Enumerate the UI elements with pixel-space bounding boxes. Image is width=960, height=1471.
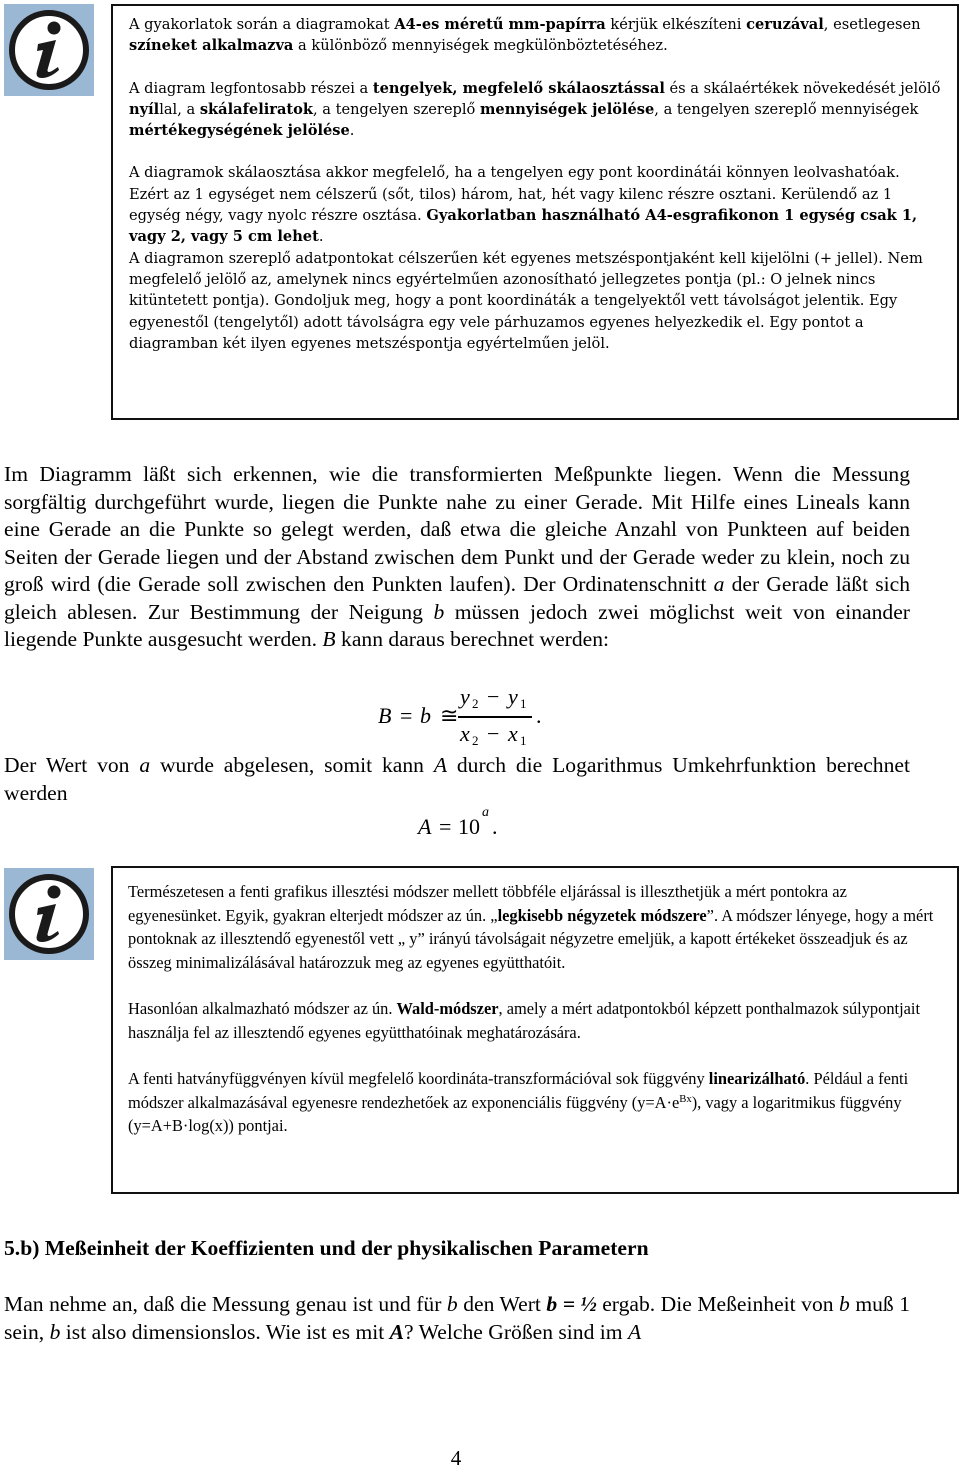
page-number: 4 [450, 1446, 462, 1470]
eq1-minus-bottom: − [487, 721, 500, 746]
second-paragraph: Der Wert von a wurde abgelesen, somit kann A durch die Logarithmus Umkehrfunktion berechnet werden [4, 753, 910, 805]
box2-paragraph-1: Természetesen a fenti grafikus illesztési módszer mellett többféle eljárással is illeszthetjük a mért pontokra az egyenesünket. Egyik, gyakran elterjedt módszer az ún. „legkisebb négyzetek módszere”. A módszer lényege, hogy a mért pontoknak az illesztendő egyenestől vett „ y” irányú távolságait négyzetre emeljük, a kapott értékeket összeadjuk és az összeg minimalizálásával határozzuk meg az egyenes együtthatóit. [128, 882, 934, 972]
box2-paragraph-2: Hasonlóan alkalmazható módszer az ún. Wald-módszer, amely a mért adatpontokból képzett ponthalmazok súlypontjait használja fel az illesztendő egyenes együtthatóinak meghatározására. [128, 999, 921, 1042]
eq1-y2: y [460, 684, 470, 709]
eq2-base: 10 [458, 814, 480, 839]
info-box-diagram-guidelines [111, 4, 959, 420]
last-paragraph: Man nehme an, daß die Messung genau ist und für b den Wert b = ½ ergab. Die Meßeinheit von b muß 1 sein, b ist also dimensionslos. Wie ist es mit A? Welche Größen sind im A [4, 1292, 911, 1344]
eq1-period: . [536, 703, 542, 728]
eq1-equals: = [400, 703, 413, 728]
eq2-A: A [418, 814, 432, 839]
eq2-exponent: a [482, 805, 489, 820]
eq1-x1-sub: 1 [520, 733, 527, 748]
eq1-approx: ≅ [440, 703, 459, 728]
main-paragraph: Im Diagramm läßt sich erkennen, wie die transformierten Meßpunkte liegen. Wenn die Messung sorgfältig durchgeführt wurde, liegen die Punkte nahe zu einer Gerade. Mit Hilfe eines Lineals kann eine Gerade an die Punkte so gelegt werden, daß etwa die gleiche Anzahl von Punkteen auf beiden Seiten der Gerade liegen und der Abstand zwischen dem Punkt und der Gerade weder zu klein, noch zu groß wird (die Gerade soll zwischen den Punkten laufen). Der Ordinatenschnitt a der Gerade läßt sich gleich ablesen. Zur Bestimmung der Neigung b müssen jedoch zwei möglichst weit von einander liegende Punkte ausgesucht werden. B kann daraus berechnet werden: [4, 462, 910, 651]
info-icon [4, 4, 94, 96]
eq1-x1: x [508, 721, 518, 746]
eq1-x2-sub: 2 [472, 733, 479, 748]
equation-slope [378, 684, 578, 754]
box2-paragraph-3: A fenti hatványfüggvényen kívül megfelelő koordináta-transzformációval sok függvény linearizálható. Például a fenti módszer alkalmazásával egyenesre rendezhetőek az exponenciális függvény $(y=A\cdot e^{Bx})$, vagy a logaritmikus függvény (y=A+B·log(x)) pontjai. [128, 1069, 909, 1135]
eq1-b: b [420, 703, 431, 728]
box1-paragraph-4: A diagramon szereplő adatpontokat célszerűen két egyenes metszéspontjaként kell kijelölni (+ jellel). Nem megfelelő jelölő az, amelynek nincs egyértelműen azonosítható jellegzetes pontja (pl.: O jelnek nincs kitüntetett pontja). Gondoljuk meg, hogy a pont koordináták a tengelyektől vett távolságot jelentik. Egy egyenestől (tengelytől) adott távolságra egy vele párhuzamos egyenes helyezkedik el. Egy pontot a diagramban két ilyen egyenes metszéspontja egyértelműen jelöl. [129, 249, 923, 352]
info-box-fitting-methods [111, 866, 959, 1194]
equation-exponent [418, 805, 538, 844]
eq1-y2-sub: 2 [472, 696, 479, 711]
eq1-B: B [378, 703, 392, 728]
eq1-y1-sub: 1 [520, 696, 527, 711]
box1-paragraph-1: A gyakorlatok során a diagramokat A4-es méretű mm-papírra kérjük elkészíteni ceruzával, esetlegesen színeket alkalmazva a különböző mennyiségek megkülönböztetéséhez. [129, 16, 921, 55]
eq2-equals: = [439, 814, 452, 839]
eq1-fraction-bar [458, 716, 532, 718]
eq2-period: . [492, 814, 498, 839]
info-icon [4, 868, 94, 960]
eq1-x2: x [460, 721, 470, 746]
box1-paragraph-3: A diagramok skálaosztása akkor megfelelő, ha a tengelyen egy pont koordinátái könnyen leolvashatóak. Ezért az 1 egységet nem célszerű (sőt, tilos) három, hat, hét vagy kilenc részre osztani. Kerülendő az 1 egység négy, vagy nyolc részre osztása. Gyakorlatban használható A4-esgrafikonon 1 egység csak 1, vagy 2, vagy 5 cm lehet. [129, 164, 918, 246]
eq1-minus-top: − [487, 684, 500, 709]
box1-paragraph-2: A diagram legfontosabb részei a tengelyek, megfelelő skálaosztással és a skálaértékek növekedését jelölő nyíllal, a skálafeliratok, a tengelyen szereplő mennyiségek jelölése, a tengelyen szereplő mennyiségek mértékegységének jelölése. [129, 79, 941, 140]
section-heading: 5.b) Meßeinheit der Koeffizienten und der physikalischen Parametern [4, 1236, 649, 1260]
eq1-y1: y [508, 684, 518, 709]
